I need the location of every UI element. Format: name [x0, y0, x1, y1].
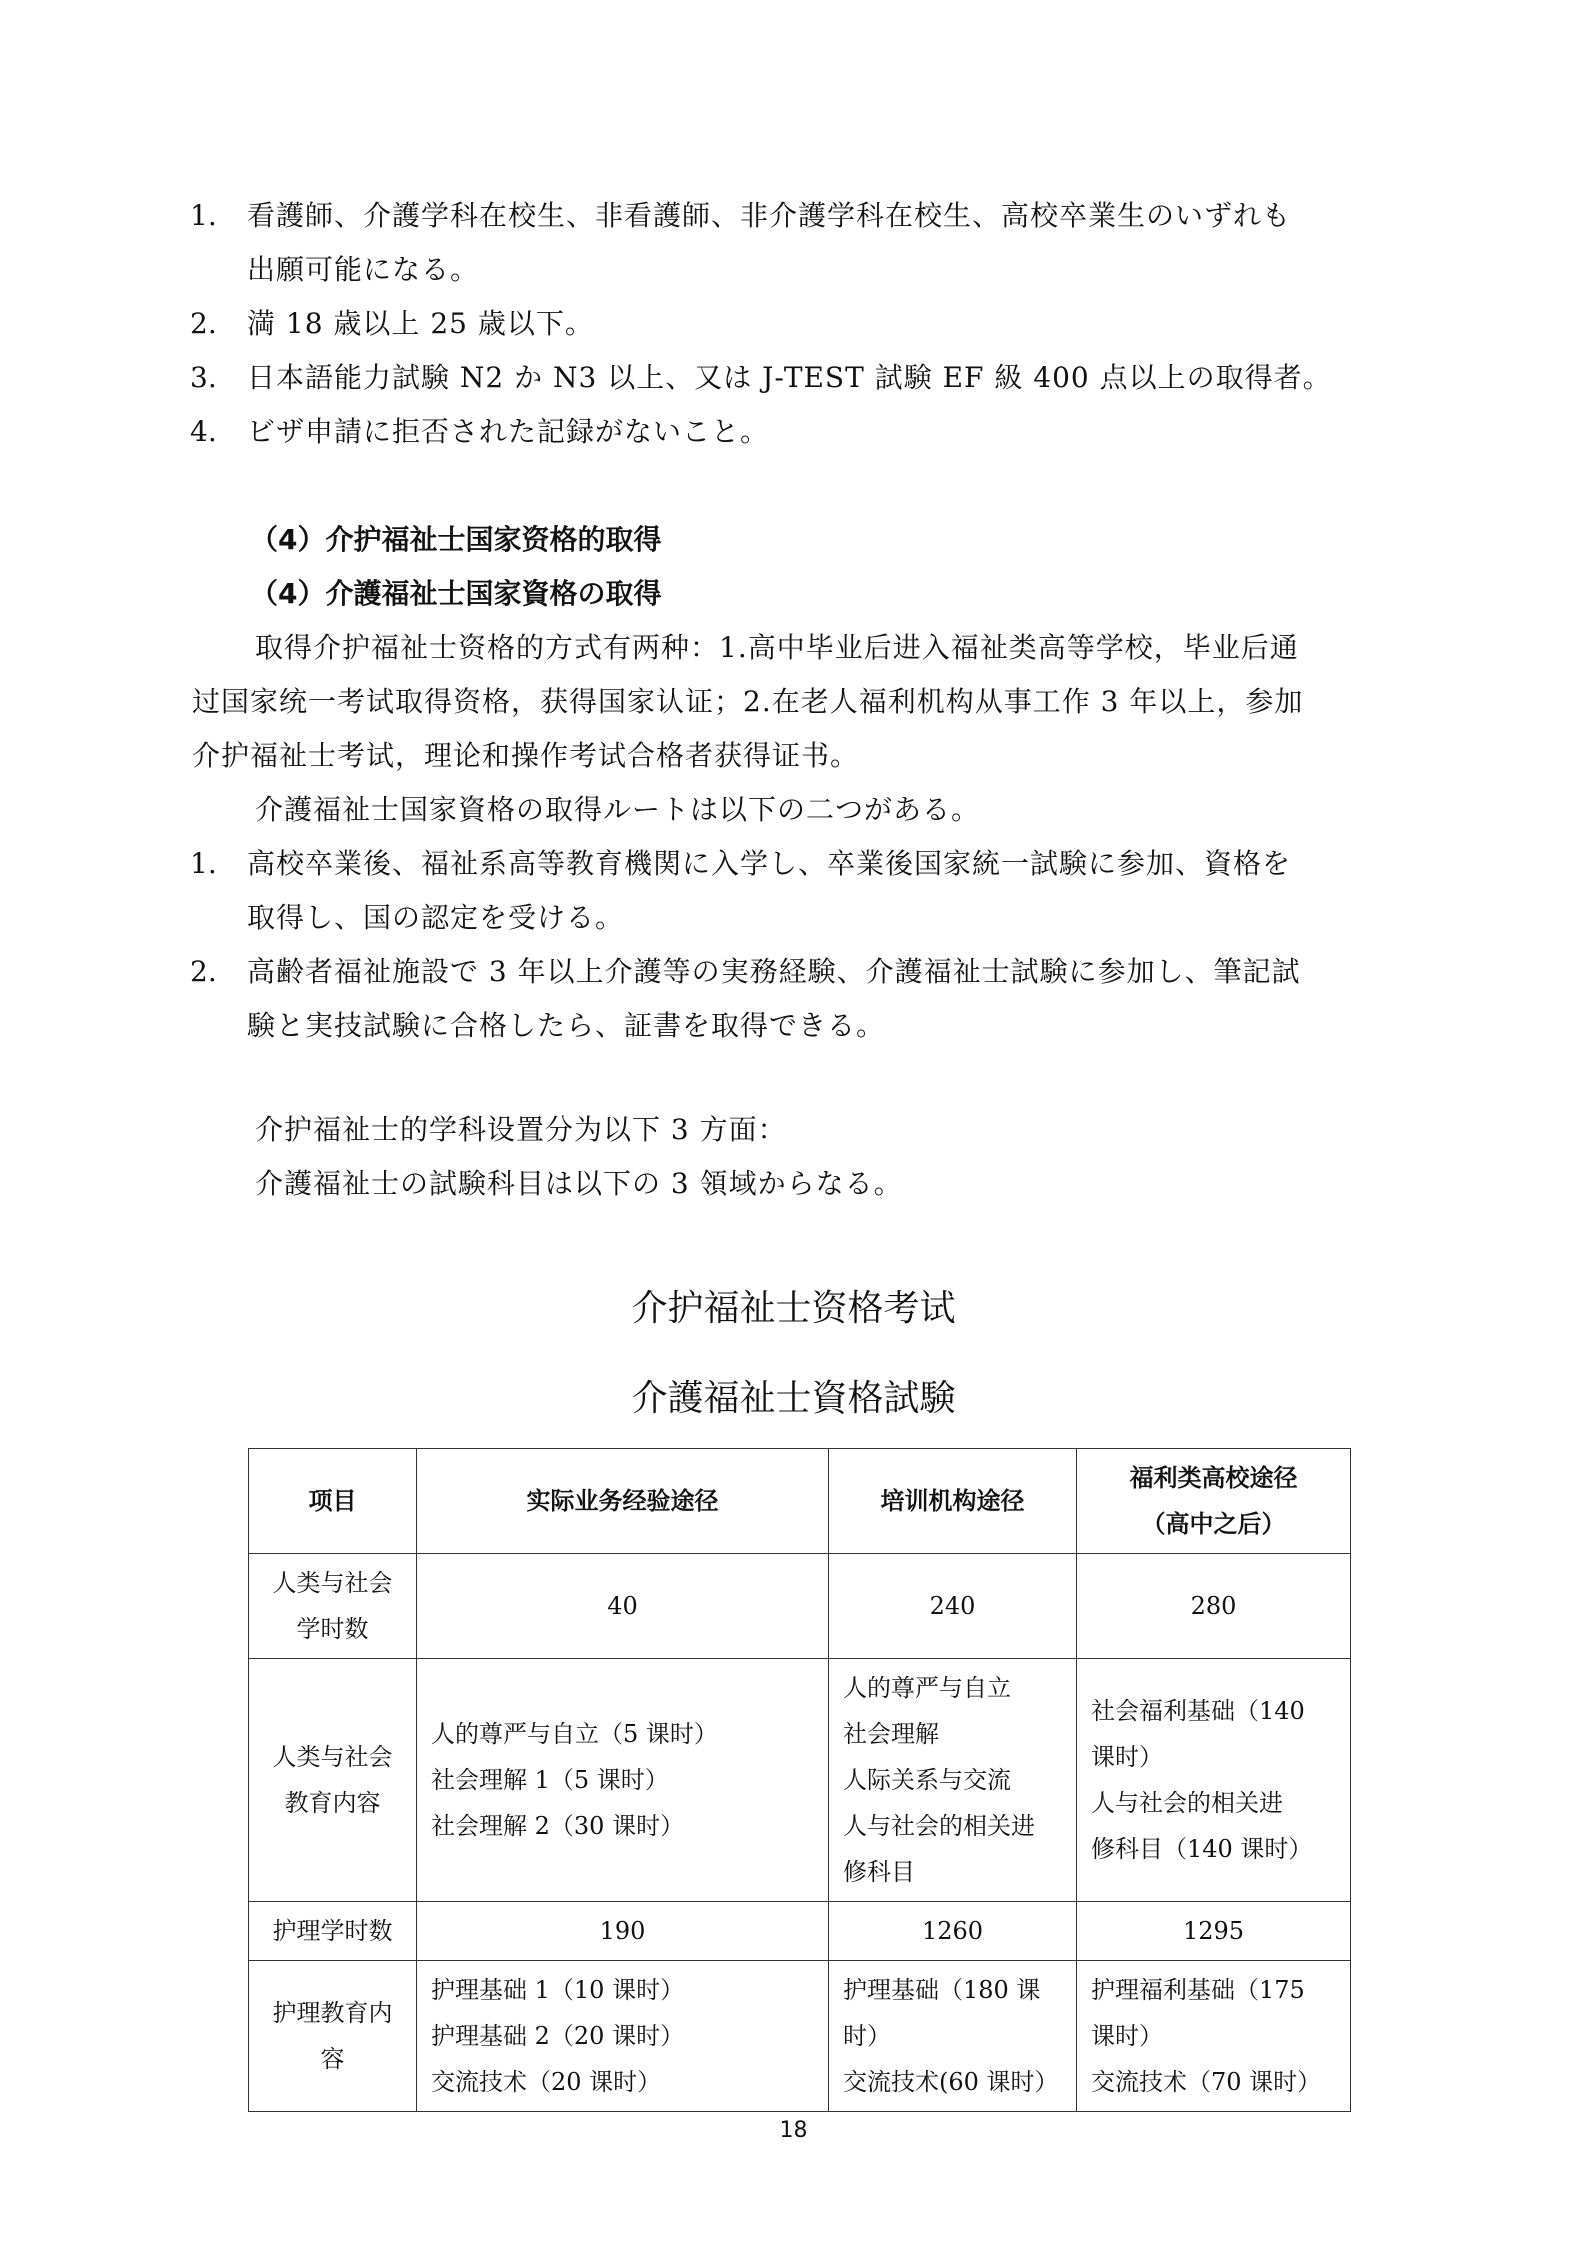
cell-text-line: 容 — [320, 2045, 345, 2073]
cell-text-line: 1295 — [1182, 1917, 1245, 1945]
list-item-text: 看護師、介護学科在校生、非看護師、非介護学科在校生、高校卒業生のいずれも — [247, 199, 1292, 232]
section-heading-cn: （4）介护福祉士国家资格的取得 — [250, 523, 662, 556]
table-cell — [829, 1961, 1077, 2112]
table-cell — [1077, 1554, 1351, 1659]
paragraph-line: 介护福祉士考试，理论和操作考试合格者获得证书。 — [192, 739, 860, 772]
page-number: 18 — [779, 2118, 808, 2143]
table-row — [249, 1902, 1351, 1961]
list-item-text: 高齢者福祉施設で 3 年以上介護等の実務経験、介護福祉士試験に参加し、筆記試 — [247, 955, 1301, 988]
table-cell-label — [249, 1902, 417, 1961]
cell-text-line: 人类与社会 — [272, 1569, 393, 1597]
table-cell — [829, 1554, 1077, 1659]
cell-text-line: 福利类高校途径 — [1129, 1464, 1298, 1492]
cell-text-line: 人的尊严与自立 — [843, 1674, 1011, 1702]
table-cell — [417, 1902, 829, 1961]
cell-text-line: 教育内容 — [284, 1789, 381, 1817]
table-row — [249, 1961, 1351, 2112]
subjects-intro-jp: 介護福祉士の試験科目は以下の 3 領域からなる。 — [255, 1167, 903, 1200]
paragraph-line: 介護福祉士国家資格の取得ルートは以下の二つがある。 — [255, 793, 981, 826]
cell-text-line: 社会理解 1（5 课时） — [431, 1766, 669, 1794]
cell-text-line: 280 — [1190, 1592, 1237, 1620]
cell-text-line: 护理学时数 — [272, 1917, 393, 1945]
cell-text-line: 社会理解 2（30 课时） — [431, 1812, 685, 1840]
paragraph-line: 过国家统一考试取得资格，获得国家认证；2.在老人福利机构从事工作 3 年以上，参加 — [192, 685, 1304, 718]
cell-text-line: 实际业务经验途径 — [526, 1487, 719, 1515]
table-cell-label — [249, 1554, 417, 1659]
cell-text-line: 护理基础 2（20 课时） — [431, 2022, 685, 2050]
table-header-cell — [829, 1449, 1077, 1554]
list-item-text: 出願可能になる。 — [247, 253, 480, 286]
table-row — [249, 1554, 1351, 1659]
cell-text-line: 人类与社会 — [272, 1743, 393, 1771]
cell-text-line: （高中之后） — [1141, 1510, 1286, 1538]
table-title-cn: 介护福祉士资格考试 — [631, 1288, 956, 1329]
list-number: 2. — [190, 955, 217, 988]
list-number: 2. — [190, 307, 217, 340]
table-cell-label — [249, 1961, 417, 2112]
cell-text-line: 40 — [607, 1592, 638, 1620]
list-item-text: 高校卒業後、福祉系高等教育機関に入学し、卒業後国家統一試験に参加、資格を — [247, 847, 1292, 880]
list-item-text: 満 18 歳以上 25 歳以下。 — [247, 307, 594, 340]
table-cell — [1077, 1902, 1351, 1961]
list-number: 1. — [190, 199, 217, 232]
cell-text-line: 交流技术（70 课时） — [1091, 2068, 1322, 2096]
cell-text-line: 人与社会的相关进 — [843, 1812, 1035, 1840]
cell-text-line: 培训机构途径 — [880, 1487, 1025, 1515]
paragraph-line: 取得介护福祉士资格的方式有两种：1.高中毕业后进入福祉类高等学校，毕业后通 — [255, 631, 1299, 664]
table-cell — [417, 1659, 829, 1902]
cell-text-line: 1260 — [921, 1917, 984, 1945]
cell-text-line: 190 — [599, 1917, 646, 1945]
table-cell — [417, 1961, 829, 2112]
cell-text-line: 交流技术(60 课时） — [843, 2068, 1059, 2096]
cell-text-line: 学时数 — [296, 1615, 369, 1643]
list-number: 4. — [190, 415, 217, 448]
cell-text-line: 社会福利基础（140 — [1091, 1697, 1305, 1725]
table-cell-label — [249, 1659, 417, 1902]
cell-text-line: 护理教育内 — [272, 1999, 393, 2027]
cell-text-line: 护理福利基础（175 — [1091, 1976, 1305, 2004]
table-row — [249, 1659, 1351, 1902]
cell-text-line: 240 — [929, 1592, 976, 1620]
cell-text-line: 人与社会的相关进 — [1091, 1789, 1283, 1817]
cell-text-line: 课时） — [1091, 1743, 1163, 1771]
table-header-cell — [249, 1449, 417, 1554]
exam-table — [248, 1448, 1351, 2112]
table-cell — [417, 1554, 829, 1659]
table-cell — [829, 1902, 1077, 1961]
cell-text-line: 修科目 — [843, 1858, 915, 1886]
list-item-text: 日本語能力試験 N2 か N3 以上、又は J-TEST 試験 EF 級 400 点以上の取得者。 — [247, 361, 1332, 394]
list-number: 1. — [190, 847, 217, 880]
table-header-row — [249, 1449, 1351, 1554]
section-heading-jp: （4）介護福祉士国家資格の取得 — [250, 577, 662, 610]
table-cell — [1077, 1659, 1351, 1902]
table-title-jp: 介護福祉士資格試験 — [631, 1378, 956, 1419]
cell-text-line: 社会理解 — [843, 1720, 939, 1748]
table-header-cell — [417, 1449, 829, 1554]
subjects-intro-cn: 介护福祉士的学科设置分为以下 3 方面： — [255, 1113, 787, 1146]
list-number: 3. — [190, 361, 217, 394]
table-cell — [1077, 1961, 1351, 2112]
cell-text-line: 护理基础 1（10 课时） — [431, 1976, 685, 2004]
table-cell — [829, 1659, 1077, 1902]
cell-text-line: 护理基础（180 课 — [843, 1976, 1041, 2004]
cell-text-line: 人的尊严与自立（5 课时） — [431, 1720, 718, 1748]
cell-text-line: 人际关系与交流 — [843, 1766, 1011, 1794]
cell-text-line: 交流技术（20 课时） — [431, 2068, 662, 2096]
cell-text-line: 项目 — [308, 1487, 357, 1515]
list-item-text: ビザ申請に拒否された記録がないこと。 — [247, 415, 770, 448]
cell-text-line: 修科目（140 课时） — [1091, 1835, 1313, 1863]
cell-text-line: 时） — [843, 2022, 891, 2050]
table-header-cell — [1077, 1449, 1351, 1554]
list-item-text: 験と実技試験に合格したら、証書を取得できる。 — [247, 1009, 886, 1042]
cell-text-line: 课时） — [1091, 2022, 1163, 2050]
list-item-text: 取得し、国の認定を受ける。 — [247, 901, 625, 934]
